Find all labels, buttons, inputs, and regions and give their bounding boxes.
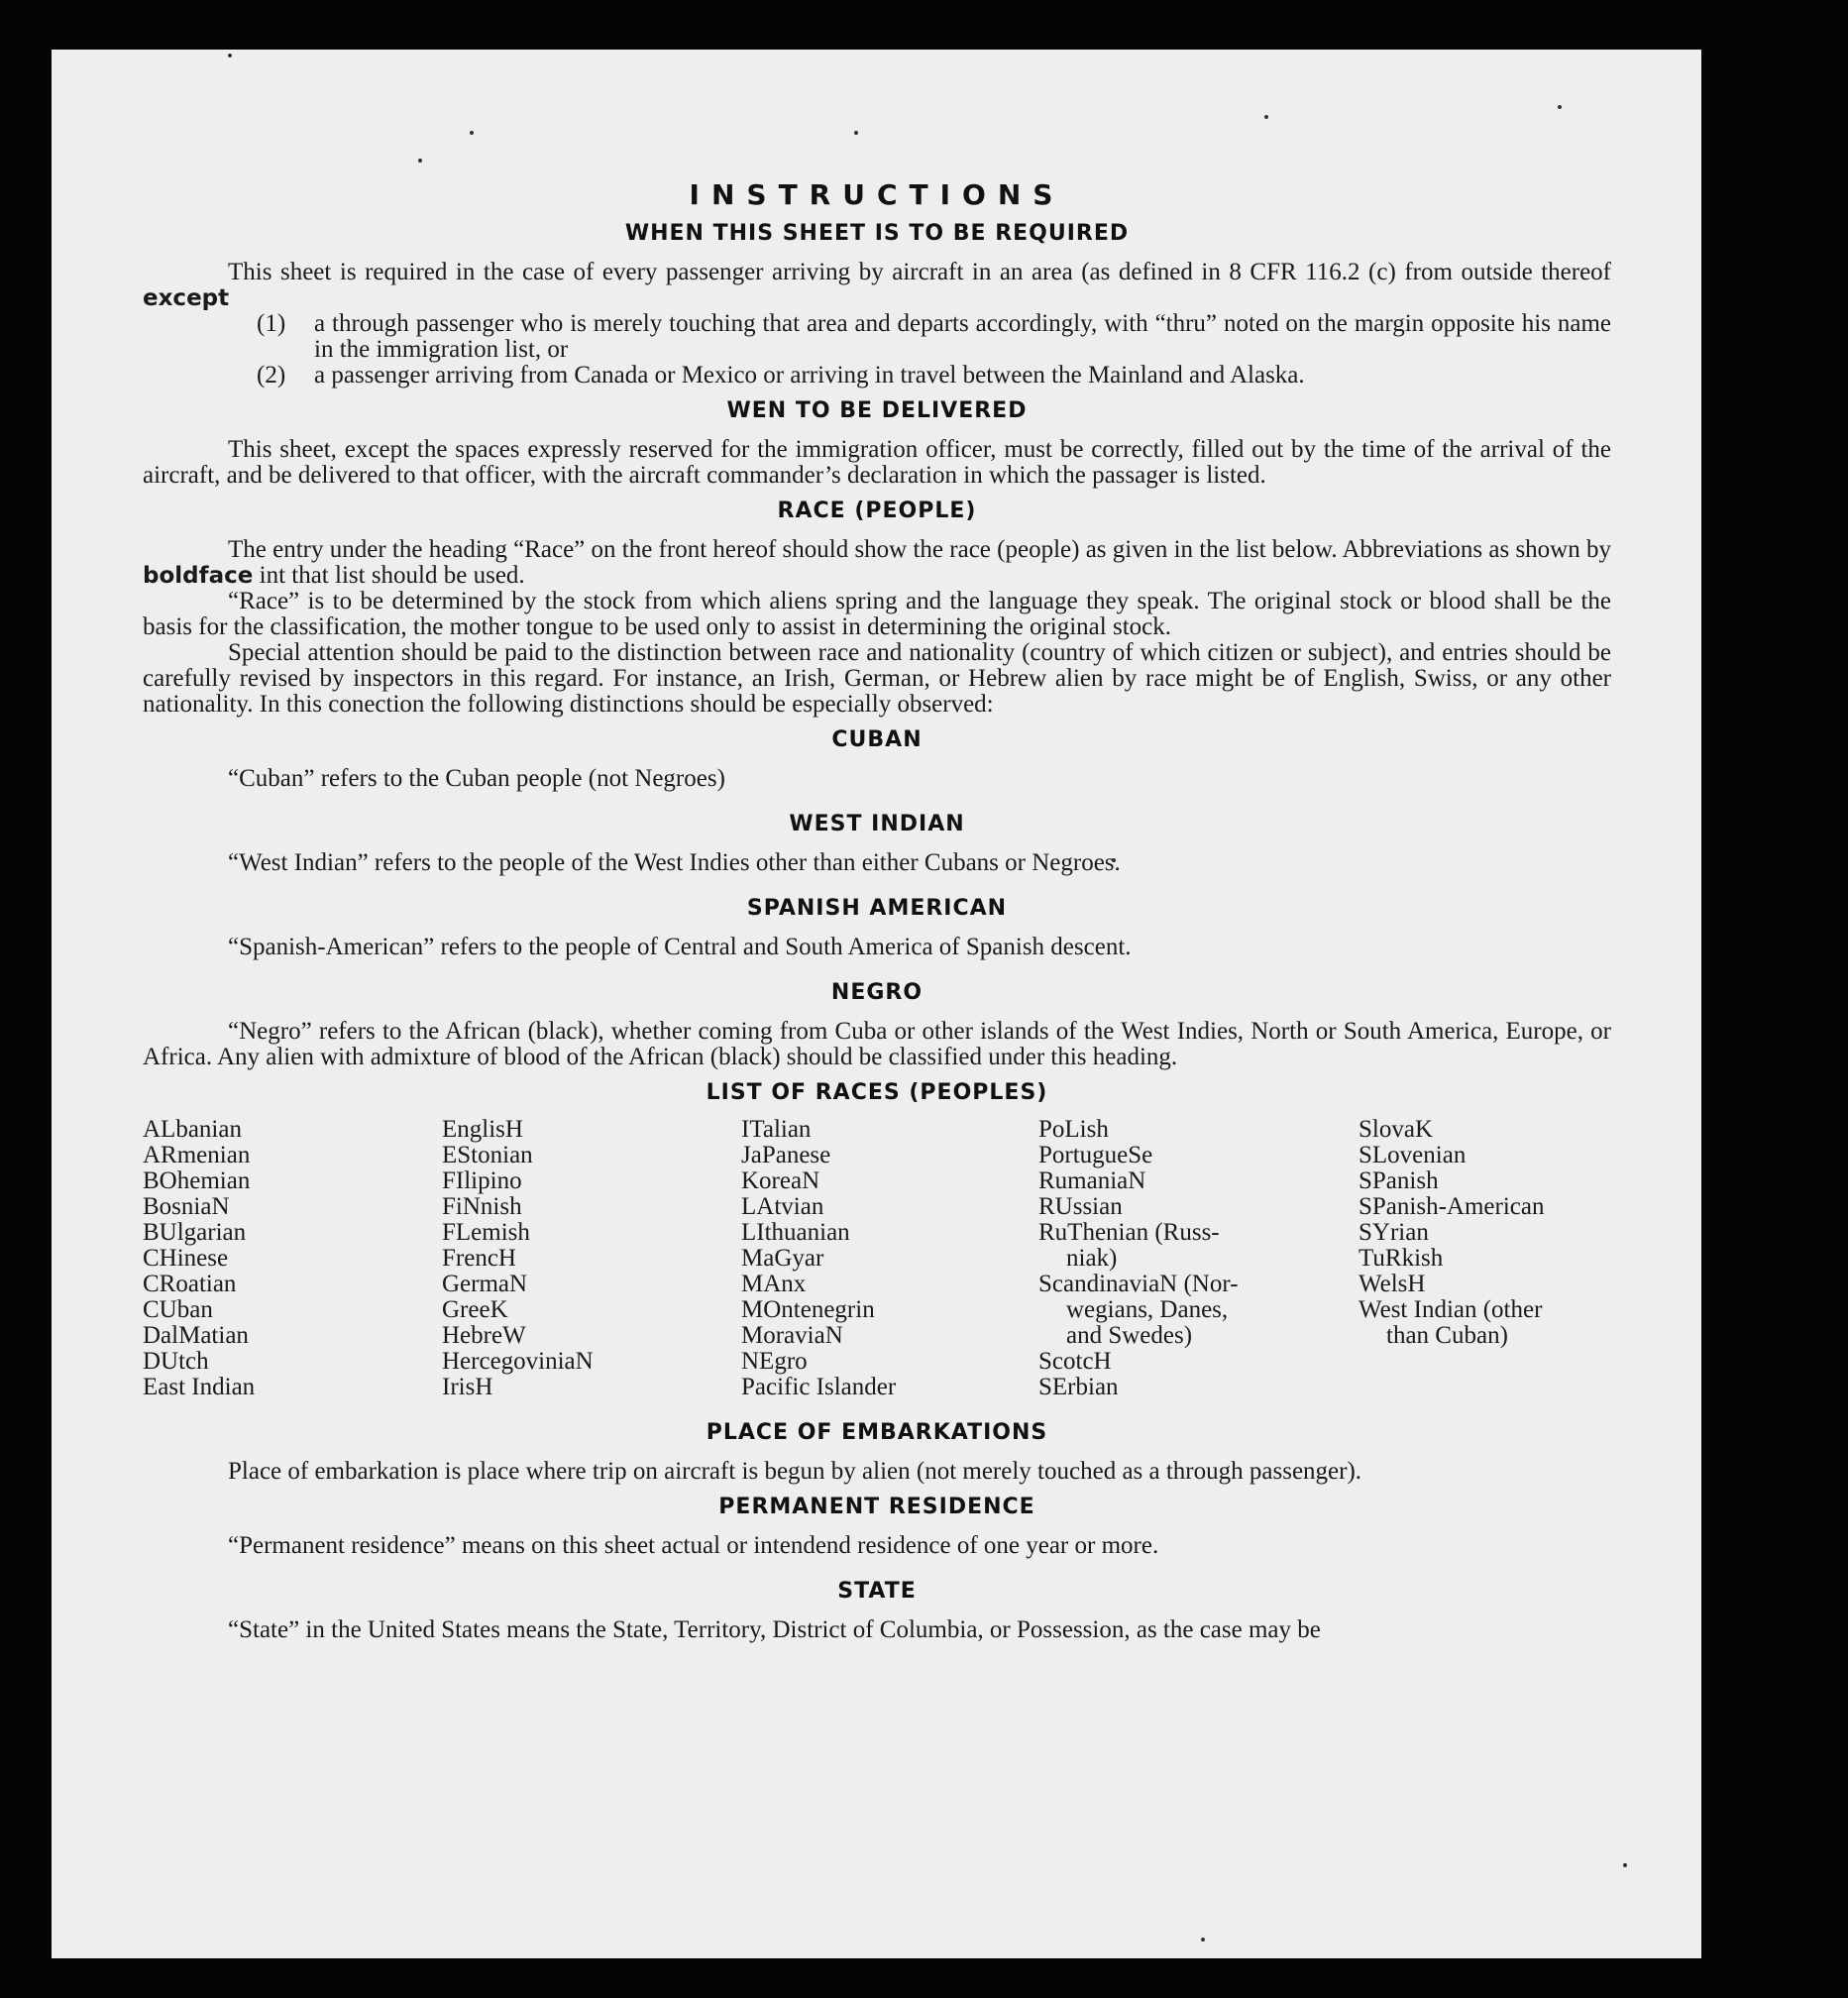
item-number: (1) bbox=[257, 310, 286, 337]
permanent-residence-text: “Permanent residence” means on this sheet actual or intendend residence of one year or more. bbox=[228, 1532, 1159, 1559]
embarkation-text: Place of embarkation is place where trip on aircraft is begun by alien (not merely touched as a through passenger). bbox=[228, 1458, 1362, 1485]
race-entry: FrencH bbox=[442, 1245, 516, 1272]
heading-when-required: WHEN THIS SHEET IS TO BE REQUIRED bbox=[624, 221, 1130, 246]
heading-negro: NEGRO bbox=[830, 980, 924, 1005]
race-entry: ARmenian bbox=[143, 1142, 251, 1168]
race-entry: East Indian bbox=[143, 1374, 256, 1400]
race-entry: TuRkish bbox=[1359, 1245, 1444, 1272]
race-paragraph-1: The entry under the heading “Race” on the front hereof should show the race (people) as given in the list below. Abbreviations as shown by boldface int that list should be used. bbox=[143, 536, 1611, 589]
item-text: a through passenger who is merely touching that area and departs accordingly, with “thru” noted on the margin opposite his name in the immigration list, or bbox=[314, 310, 1611, 363]
race-entry: SPanish bbox=[1359, 1167, 1439, 1194]
race-entry: JaPanese bbox=[741, 1142, 831, 1168]
dust-speck bbox=[470, 131, 474, 135]
dust-speck bbox=[228, 54, 232, 57]
race-entry-continued: niak) bbox=[1066, 1245, 1118, 1272]
dust-speck bbox=[854, 131, 858, 135]
race-entry: FiNnish bbox=[442, 1193, 522, 1220]
race-entry: PortugueSe bbox=[1038, 1142, 1153, 1168]
race-entry: LIthuanian bbox=[741, 1219, 850, 1246]
race-entry: RumaniaN bbox=[1038, 1167, 1146, 1194]
race-entry: CRoatian bbox=[143, 1271, 237, 1297]
instructions-content bbox=[143, 178, 1611, 1643]
race-paragraph-3: Special attention should be paid to the distinction between race and nationality (country of which citizen or subject), and entries should be carefully revised by inspectors in this regard. For instance, an Irish, German, or Hebrew alien by race might be of English, Swiss, or any other nationality. In this conection the following distinctions should be especially observed: bbox=[143, 639, 1611, 718]
race-entry: SPanish-American bbox=[1359, 1193, 1545, 1220]
race-entry: KoreaN bbox=[741, 1167, 820, 1194]
heading-west-indian: WEST INDIAN bbox=[789, 812, 965, 836]
race-entry: BUlgarian bbox=[143, 1219, 247, 1246]
heading-cuban: CUBAN bbox=[831, 727, 923, 752]
race-entry: FIlipino bbox=[442, 1167, 522, 1194]
state-text: “State” in the United States means the State, Territory, District of Columbia, or Possession, as the case may be bbox=[228, 1616, 1321, 1643]
races-column-2 bbox=[442, 1117, 741, 1400]
race-entry: SLovenian bbox=[1359, 1142, 1467, 1168]
race-entry: CHinese bbox=[143, 1245, 229, 1272]
race-entry: RuThenian (Russ- bbox=[1038, 1219, 1220, 1246]
race-entry: HercegoviniaN bbox=[442, 1348, 594, 1375]
race-entry: MAnx bbox=[741, 1271, 807, 1297]
race-entry: MOntenegrin bbox=[741, 1296, 875, 1323]
heading-when-delivered: WEN TO BE DELIVERED bbox=[726, 398, 1028, 423]
item-number: (2) bbox=[257, 362, 286, 388]
race-entry: Pacific Islander bbox=[741, 1374, 897, 1400]
heading-embarkation: PLACE OF EMBARKATIONS bbox=[706, 1420, 1048, 1445]
race-entry-continued: and Swedes) bbox=[1066, 1322, 1193, 1349]
item-text: a passenger arriving from Canada or Mexico or arriving in travel between the Mainland and Alaska. bbox=[314, 362, 1305, 388]
races-table bbox=[143, 1117, 1611, 1400]
delivered-text: This sheet, except the spaces expressly reserved for the immigration officer, must be correctly, filled out by the time of the arrival of the aircraft, and be delivered to that officer, with the aircraft commander’s declaration in which the passager is listed. bbox=[143, 436, 1611, 489]
race-entry: MoraviaN bbox=[741, 1322, 843, 1349]
race-entry: SErbian bbox=[1038, 1374, 1119, 1400]
race-entry: BosniaN bbox=[143, 1193, 230, 1220]
negro-text: “Negro” refers to the African (black), whether coming from Cuba or other islands of the West Indies, North or South America, Europe, or Africa. Any alien with admixture of blood of the African (black) should be classified under this heading. bbox=[143, 1018, 1611, 1070]
heading-spanish-american: SPANISH AMERICAN bbox=[746, 896, 1008, 921]
race-entry: SYrian bbox=[1359, 1219, 1429, 1246]
race-entry: MaGyar bbox=[741, 1245, 824, 1272]
west-indian-text: “West Indian” refers to the people of the West Indies other than either Cubans or Negroes. bbox=[228, 849, 1121, 876]
race-entry: CUban bbox=[143, 1296, 213, 1323]
race-entry: FLemish bbox=[442, 1219, 530, 1246]
exception-list bbox=[257, 311, 1611, 388]
spanish-american-text: “Spanish-American” refers to the people of Central and South America of Spanish descent. bbox=[228, 934, 1132, 960]
heading-race: RACE (PEOPLE) bbox=[777, 499, 977, 523]
race-entry: PoLish bbox=[1038, 1116, 1109, 1143]
race-entry: EStonian bbox=[442, 1142, 533, 1168]
race-entry: DalMatian bbox=[143, 1322, 249, 1349]
race-entry: RUssian bbox=[1038, 1193, 1123, 1220]
dust-speck bbox=[418, 159, 422, 163]
page-title: INSTRUCTIONS bbox=[689, 178, 1065, 211]
race-entry: ScandinaviaN (Nor- bbox=[1038, 1271, 1239, 1297]
race-entry: DUtch bbox=[143, 1348, 209, 1375]
document-page bbox=[52, 50, 1701, 1958]
dust-speck bbox=[1201, 1938, 1205, 1942]
race-paragraph-2: “Race” is to be determined by the stock from which aliens spring and the language they speak. The original stock or blood shall be the basis for the classification, the mother tongue to be used only to assist in determining the original stock. bbox=[143, 588, 1611, 640]
dust-speck bbox=[1264, 115, 1268, 119]
race-entry: GermaN bbox=[442, 1271, 528, 1297]
race-entry-continued: wegians, Danes, bbox=[1066, 1296, 1229, 1323]
race-entry-continued: than Cuban) bbox=[1386, 1322, 1508, 1349]
required-intro: This sheet is required in the case of every passenger arriving by aircraft in an area (as defined in 8 CFR 116.2 (c) from outside thereof except bbox=[143, 259, 1611, 311]
race-entry: ITalian bbox=[741, 1116, 812, 1143]
dust-speck bbox=[1558, 105, 1562, 109]
race-entry: NEgro bbox=[741, 1348, 808, 1375]
race-entry: BOhemian bbox=[143, 1167, 251, 1194]
heading-state: STATE bbox=[837, 1579, 917, 1604]
dust-speck bbox=[1623, 1863, 1627, 1867]
races-column-1 bbox=[143, 1117, 442, 1400]
race-entry: SlovaK bbox=[1359, 1116, 1433, 1143]
races-column-5 bbox=[1359, 1117, 1611, 1400]
race-entry: HebreW bbox=[442, 1322, 526, 1349]
heading-permanent-residence: PERMANENT RESIDENCE bbox=[718, 1495, 1035, 1519]
heading-races-list: LIST OF RACES (PEOPLES) bbox=[706, 1080, 1048, 1105]
race-entry: EnglisH bbox=[442, 1116, 523, 1143]
races-column-3 bbox=[741, 1117, 1038, 1400]
list-item bbox=[257, 311, 1611, 363]
cuban-text: “Cuban” refers to the Cuban people (not Negroes) bbox=[228, 765, 725, 792]
list-item bbox=[257, 363, 1611, 388]
race-entry: GreeK bbox=[442, 1296, 508, 1323]
except-bold: except bbox=[143, 285, 230, 311]
boldface-word: boldface bbox=[143, 563, 254, 589]
race-entry: WelsH bbox=[1359, 1271, 1426, 1297]
race-entry: ScotcH bbox=[1038, 1348, 1112, 1375]
race-entry: LAtvian bbox=[741, 1193, 824, 1220]
race-entry: West Indian (other bbox=[1359, 1296, 1543, 1323]
race-entry: IrisH bbox=[442, 1374, 493, 1400]
race-entry: ALbanian bbox=[143, 1116, 242, 1143]
races-column-4 bbox=[1038, 1117, 1359, 1400]
